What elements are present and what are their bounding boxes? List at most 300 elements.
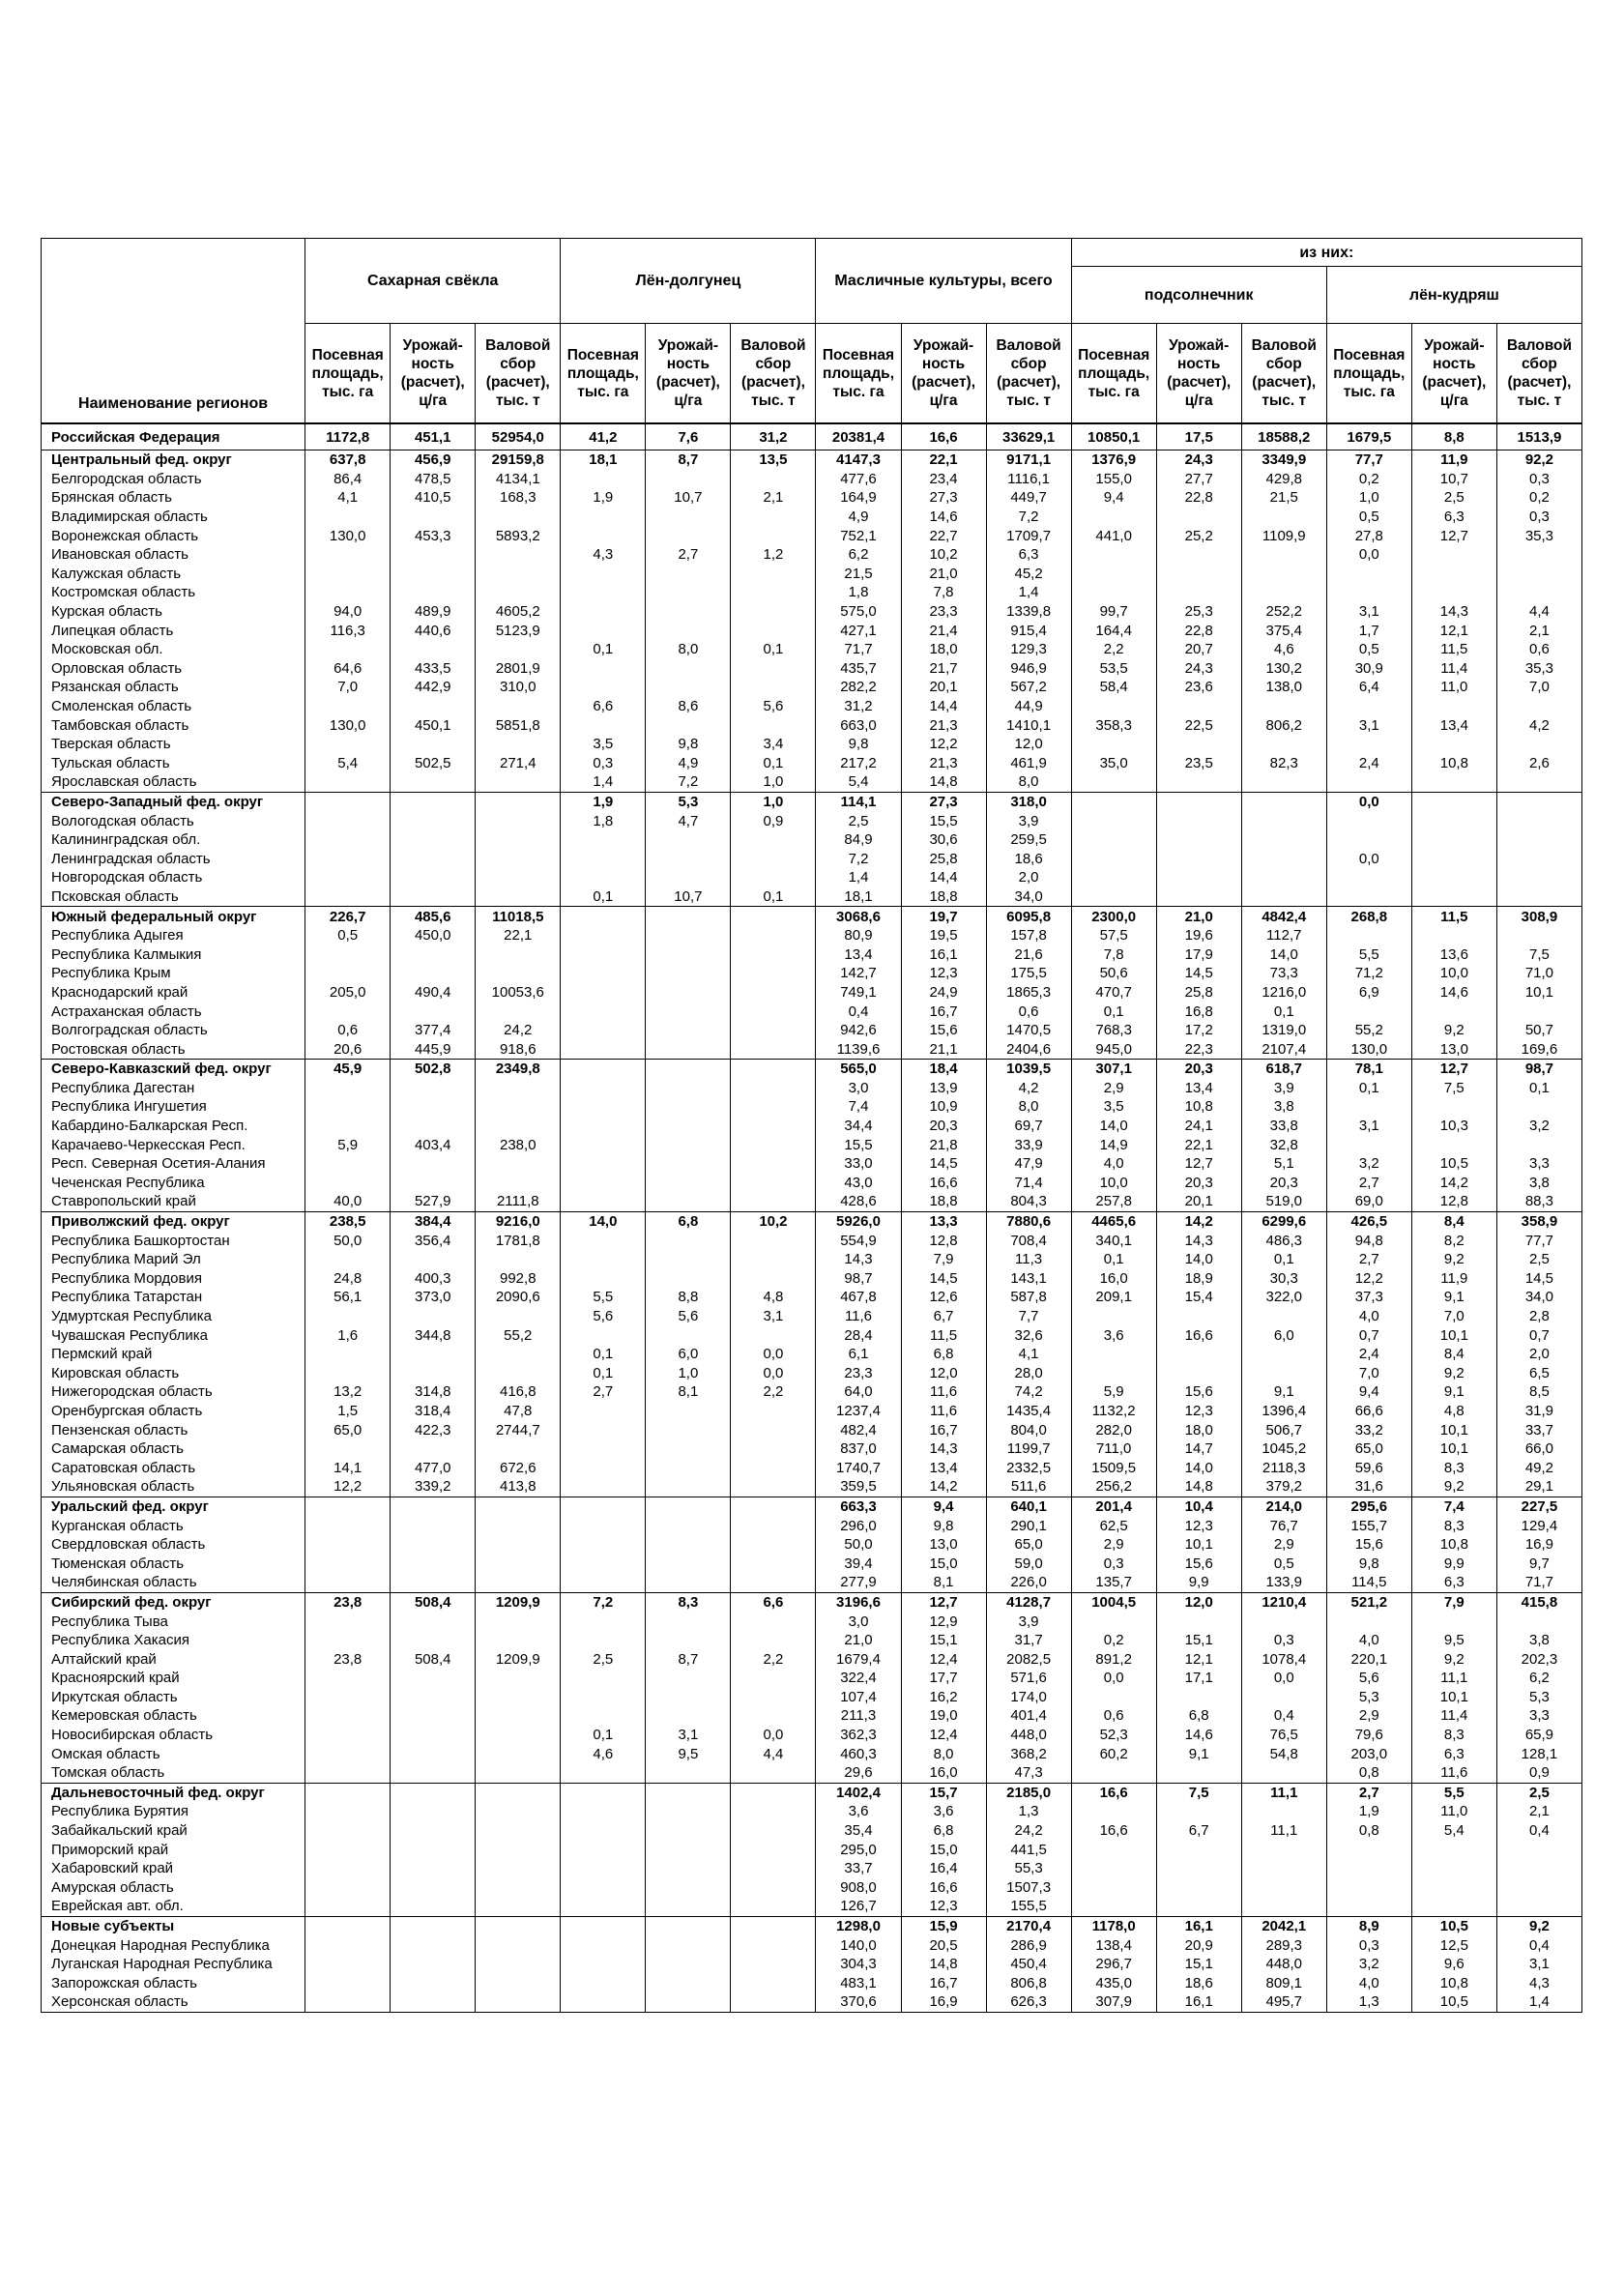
table-row [42, 1439, 1582, 1459]
value-cell: 138,0 [1241, 678, 1326, 697]
value-cell: 0,0 [731, 1345, 816, 1364]
value-cell [561, 602, 646, 622]
value-cell [391, 508, 476, 527]
value-cell: 450,0 [391, 926, 476, 945]
subgroup-header-sunflower: подсолнечник [1071, 267, 1326, 324]
value-cell: 2,9 [1071, 1535, 1156, 1555]
value-cell [731, 1402, 816, 1421]
value-cell: 5926,0 [816, 1211, 901, 1231]
value-cell: 12,7 [1411, 526, 1496, 545]
value-cell: 11,3 [986, 1250, 1071, 1269]
value-cell [731, 1420, 816, 1439]
value-cell: 429,8 [1241, 470, 1326, 489]
value-cell [646, 1706, 731, 1726]
value-cell [561, 1325, 646, 1345]
value-cell [476, 1439, 561, 1459]
value-cell [305, 545, 391, 565]
value-cell: 4,0 [1326, 1631, 1411, 1650]
value-cell [1071, 1688, 1156, 1707]
value-cell: 3,5 [561, 735, 646, 754]
value-cell: 908,0 [816, 1878, 901, 1898]
value-cell: 4,0 [1071, 1154, 1156, 1174]
table-row [42, 1039, 1582, 1059]
value-cell: 259,5 [986, 830, 1071, 850]
value-cell: 10,7 [1411, 470, 1496, 489]
value-cell: 362,3 [816, 1726, 901, 1745]
value-cell: 71,4 [986, 1174, 1071, 1193]
value-cell [1071, 1802, 1156, 1821]
value-cell [391, 565, 476, 584]
value-cell [1156, 508, 1241, 527]
value-cell: 3,8 [1496, 1631, 1581, 1650]
value-cell [1156, 811, 1241, 830]
value-cell: 3,2 [1496, 1117, 1581, 1136]
value-cell: 12,0 [901, 1364, 986, 1383]
value-cell: 20381,4 [816, 423, 901, 450]
value-cell: 28,4 [816, 1325, 901, 1345]
value-cell [731, 565, 816, 584]
value-cell: 809,1 [1241, 1974, 1326, 1993]
value-cell: 4,3 [561, 545, 646, 565]
value-cell: 10,9 [901, 1097, 986, 1117]
value-cell: 13,2 [305, 1382, 391, 1402]
value-cell [1156, 565, 1241, 584]
value-cell [1156, 1307, 1241, 1326]
table-row [42, 1402, 1582, 1421]
value-cell: 0,3 [1241, 1631, 1326, 1650]
value-cell [731, 1039, 816, 1059]
value-cell [646, 1458, 731, 1477]
summary-row [42, 1592, 1582, 1612]
value-cell [646, 1039, 731, 1059]
value-cell: 20,1 [901, 678, 986, 697]
value-cell [305, 1669, 391, 1688]
value-cell: 3,9 [1241, 1079, 1326, 1098]
value-cell: 307,1 [1071, 1060, 1156, 1079]
value-cell [561, 1554, 646, 1573]
value-cell [1496, 545, 1581, 565]
value-cell: 209,1 [1071, 1288, 1156, 1307]
summary-row [42, 792, 1582, 811]
table-row [42, 621, 1582, 640]
value-cell [1156, 1688, 1241, 1707]
region-name: Ставропольский край [42, 1192, 305, 1211]
region-name: Республика Калмыкия [42, 945, 305, 964]
value-cell [646, 1135, 731, 1154]
value-cell: 4128,7 [986, 1592, 1071, 1612]
value-cell [391, 735, 476, 754]
value-cell [561, 508, 646, 527]
value-cell [646, 1573, 731, 1592]
value-cell: 0,9 [1496, 1763, 1581, 1783]
value-cell: 14,5 [901, 1269, 986, 1289]
value-cell: 12,8 [901, 1231, 986, 1250]
value-cell: 10,3 [1411, 1117, 1496, 1136]
table-row [42, 1516, 1582, 1535]
value-cell [561, 1477, 646, 1497]
value-cell [476, 1117, 561, 1136]
value-cell: 21,1 [901, 1039, 986, 1059]
value-cell: 12,0 [1156, 1592, 1241, 1612]
value-cell: 8,2 [1411, 1231, 1496, 1250]
value-cell: 16,0 [901, 1763, 986, 1783]
yield-header: Урожай-ность (расчет), ц/га [646, 324, 731, 424]
value-cell [646, 1897, 731, 1916]
value-cell: 238,0 [476, 1135, 561, 1154]
value-cell: 33,7 [816, 1859, 901, 1878]
value-cell: 21,0 [901, 565, 986, 584]
value-cell: 31,2 [816, 697, 901, 716]
table-row [42, 887, 1582, 907]
value-cell: 27,7 [1156, 470, 1241, 489]
value-cell [391, 830, 476, 850]
value-cell [731, 1439, 816, 1459]
value-cell: 379,2 [1241, 1477, 1326, 1497]
value-cell: 521,2 [1326, 1592, 1411, 1612]
region-name: Красноярский край [42, 1669, 305, 1688]
value-cell: 6,3 [1411, 1573, 1496, 1592]
value-cell: 175,5 [986, 964, 1071, 983]
value-cell [646, 1079, 731, 1098]
value-cell [476, 830, 561, 850]
value-cell: 60,2 [1071, 1744, 1156, 1763]
value-cell [1241, 1897, 1326, 1916]
value-cell [1241, 735, 1326, 754]
document-page [41, 238, 1582, 2013]
value-cell [731, 1135, 816, 1154]
value-cell: 1,4 [986, 583, 1071, 602]
value-cell: 2090,6 [476, 1288, 561, 1307]
value-cell [731, 1688, 816, 1707]
value-cell [391, 1821, 476, 1841]
value-cell [561, 1897, 646, 1916]
value-cell [561, 1135, 646, 1154]
value-cell: 2,5 [1496, 1250, 1581, 1269]
value-cell [476, 1535, 561, 1555]
value-cell [305, 1726, 391, 1745]
table-row [42, 1288, 1582, 1307]
value-cell: 0,4 [1241, 1706, 1326, 1726]
value-cell: 8,3 [646, 1592, 731, 1612]
value-cell: 806,2 [1241, 715, 1326, 735]
value-cell [391, 1002, 476, 1021]
value-cell: 76,7 [1241, 1516, 1326, 1535]
value-cell: 0,6 [1496, 640, 1581, 659]
value-cell: 640,1 [986, 1497, 1071, 1516]
value-cell: 663,3 [816, 1497, 901, 1516]
value-cell [1496, 1897, 1581, 1916]
value-cell: 13,4 [816, 945, 901, 964]
value-cell: 49,2 [1496, 1458, 1581, 1477]
value-cell: 314,8 [391, 1382, 476, 1402]
value-cell: 358,9 [1496, 1211, 1581, 1231]
value-cell: 10,1 [1411, 1420, 1496, 1439]
value-cell: 82,3 [1241, 754, 1326, 773]
value-cell: 21,8 [901, 1135, 986, 1154]
value-cell: 19,0 [901, 1706, 986, 1726]
value-cell: 15,0 [901, 1840, 986, 1859]
value-cell: 116,3 [305, 621, 391, 640]
value-cell: 2,7 [1326, 1783, 1411, 1802]
value-cell: 483,1 [816, 1974, 901, 1993]
value-cell: 1039,5 [986, 1060, 1071, 1079]
value-cell: 16,7 [901, 1974, 986, 1993]
value-cell [646, 526, 731, 545]
value-cell: 1,0 [1326, 488, 1411, 508]
region-name: Свердловская область [42, 1535, 305, 1555]
value-cell [305, 1821, 391, 1841]
table-row [42, 1744, 1582, 1763]
of-which-header: из них: [1071, 239, 1581, 267]
value-cell [1241, 1612, 1326, 1631]
value-cell: 99,7 [1071, 602, 1156, 622]
value-cell [391, 1535, 476, 1555]
value-cell: 14,5 [901, 1154, 986, 1174]
value-cell: 18,6 [1156, 1974, 1241, 1993]
value-cell: 575,0 [816, 602, 901, 622]
value-cell: 3,6 [901, 1802, 986, 1821]
value-cell: 9,5 [646, 1744, 731, 1763]
value-cell: 7,5 [1496, 945, 1581, 964]
value-cell [391, 640, 476, 659]
value-cell: 470,7 [1071, 983, 1156, 1003]
value-cell: 8,0 [646, 640, 731, 659]
value-cell: 13,5 [731, 450, 816, 470]
value-cell: 16,4 [901, 1859, 986, 1878]
value-cell: 11,9 [1411, 1269, 1496, 1289]
value-cell: 143,1 [986, 1269, 1071, 1289]
value-cell [1156, 735, 1241, 754]
value-cell [561, 1154, 646, 1174]
value-cell [1071, 735, 1156, 754]
group-header-oilseeds-total: Масличные культуры, всего [816, 239, 1071, 324]
value-cell: 27,3 [901, 488, 986, 508]
value-cell: 448,0 [1241, 1955, 1326, 1974]
value-cell: 52,3 [1071, 1726, 1156, 1745]
value-cell [1411, 1002, 1496, 1021]
value-cell: 6,2 [816, 545, 901, 565]
region-name: Сибирский фед. округ [42, 1592, 305, 1612]
value-cell: 1109,9 [1241, 526, 1326, 545]
value-cell [561, 964, 646, 983]
table-row [42, 488, 1582, 508]
value-cell: 2118,3 [1241, 1458, 1326, 1477]
value-cell: 59,0 [986, 1554, 1071, 1573]
table-row [42, 754, 1582, 773]
value-cell: 10,8 [1411, 1535, 1496, 1555]
value-cell [1411, 926, 1496, 945]
value-cell [476, 1364, 561, 1383]
value-cell [646, 1192, 731, 1211]
value-cell [1071, 830, 1156, 850]
value-cell: 16,2 [901, 1688, 986, 1707]
region-name: Республика Марий Эл [42, 1250, 305, 1269]
value-cell: 4,9 [646, 754, 731, 773]
value-cell: 477,6 [816, 470, 901, 489]
value-cell: 6,2 [1496, 1669, 1581, 1688]
value-cell: 19,6 [1156, 926, 1241, 945]
value-cell: 16,7 [901, 1002, 986, 1021]
value-cell [731, 1840, 816, 1859]
value-cell: 7,4 [816, 1097, 901, 1117]
sown-area-header: Посевная площадь, тыс. га [561, 324, 646, 424]
value-cell: 0,7 [1326, 1325, 1411, 1345]
value-cell: 8,9 [1326, 1916, 1411, 1935]
value-cell [476, 1554, 561, 1573]
value-cell: 3349,9 [1241, 450, 1326, 470]
value-cell: 31,6 [1326, 1477, 1411, 1497]
value-cell: 11,1 [1241, 1821, 1326, 1841]
value-cell: 9,4 [1326, 1382, 1411, 1402]
value-cell: 1132,2 [1071, 1402, 1156, 1421]
value-cell: 0,1 [1071, 1250, 1156, 1269]
table-header [42, 239, 1582, 424]
value-cell [1241, 1840, 1326, 1859]
value-cell: 7,8 [1071, 945, 1156, 964]
value-cell [646, 1250, 731, 1269]
yield-header: Урожай-ность (расчет), ц/га [1411, 324, 1496, 424]
value-cell: 74,2 [986, 1382, 1071, 1402]
value-cell: 6,8 [1156, 1706, 1241, 1726]
table-row [42, 1726, 1582, 1745]
value-cell: 375,4 [1241, 621, 1326, 640]
value-cell [561, 1516, 646, 1535]
value-cell [391, 1174, 476, 1193]
value-cell: 441,0 [1071, 526, 1156, 545]
region-name: Белгородская область [42, 470, 305, 489]
value-cell: 1237,4 [816, 1402, 901, 1421]
value-cell: 5,9 [305, 1135, 391, 1154]
value-cell [1411, 565, 1496, 584]
value-cell [1071, 583, 1156, 602]
value-cell: 14,5 [1496, 1269, 1581, 1289]
region-name: Дальневосточный фед. округ [42, 1783, 305, 1802]
value-cell: 5,9 [1071, 1382, 1156, 1402]
value-cell: 10,7 [646, 488, 731, 508]
value-cell [1326, 1897, 1411, 1916]
value-cell: 220,1 [1326, 1649, 1411, 1669]
table-row [42, 1135, 1582, 1154]
value-cell [731, 1992, 816, 2012]
value-cell: 3,2 [1326, 1955, 1411, 1974]
value-cell: 286,9 [986, 1935, 1071, 1955]
value-cell: 2,2 [731, 1382, 816, 1402]
value-cell: 277,9 [816, 1573, 901, 1592]
gross-harvest-header: Валовой сбор (расчет), тыс. т [986, 324, 1071, 424]
value-cell: 9,5 [1411, 1631, 1496, 1650]
value-cell: 2349,8 [476, 1060, 561, 1079]
value-cell: 13,9 [901, 1079, 986, 1098]
value-cell: 14,5 [1156, 964, 1241, 983]
gross-harvest-header: Валовой сбор (расчет), тыс. т [476, 324, 561, 424]
value-cell [646, 1554, 731, 1573]
value-cell: 527,9 [391, 1192, 476, 1211]
value-cell: 16,9 [1496, 1535, 1581, 1555]
value-cell: 71,7 [1496, 1573, 1581, 1592]
value-cell [391, 545, 476, 565]
value-cell: 13,0 [901, 1535, 986, 1555]
table-row [42, 1612, 1582, 1631]
value-cell: 0,1 [561, 1726, 646, 1745]
value-cell: 5,4 [1411, 1821, 1496, 1841]
value-cell: 7,0 [1411, 1307, 1496, 1326]
value-cell: 126,7 [816, 1897, 901, 1916]
value-cell: 2,5 [561, 1649, 646, 1669]
value-cell [305, 1935, 391, 1955]
value-cell: 804,0 [986, 1420, 1071, 1439]
region-name: Северо-Кавказский фед. округ [42, 1060, 305, 1079]
value-cell [1156, 583, 1241, 602]
value-cell [646, 1497, 731, 1516]
value-cell: 22,1 [476, 926, 561, 945]
value-cell [305, 849, 391, 868]
region-name: Самарская область [42, 1439, 305, 1459]
yield-header: Урожай-ность (расчет), ц/га [391, 324, 476, 424]
value-cell: 1,4 [561, 772, 646, 792]
value-cell [476, 1802, 561, 1821]
value-cell: 28,0 [986, 1364, 1071, 1383]
region-name: Краснодарский край [42, 983, 305, 1003]
value-cell [1496, 583, 1581, 602]
value-cell [646, 830, 731, 850]
value-cell [646, 1783, 731, 1802]
value-cell [1411, 887, 1496, 907]
value-cell [561, 1420, 646, 1439]
value-cell [1071, 508, 1156, 527]
value-cell: 59,6 [1326, 1458, 1411, 1477]
value-cell: 370,6 [816, 1992, 901, 2012]
value-cell [731, 1897, 816, 1916]
region-name: Московская обл. [42, 640, 305, 659]
value-cell: 445,9 [391, 1039, 476, 1059]
value-cell [391, 1516, 476, 1535]
value-cell: 10,1 [1496, 983, 1581, 1003]
value-cell: 2,2 [1071, 640, 1156, 659]
value-cell [1496, 1878, 1581, 1898]
value-cell [1071, 868, 1156, 887]
value-cell: 34,0 [1496, 1288, 1581, 1307]
value-cell: 21,6 [986, 945, 1071, 964]
value-cell: 749,1 [816, 983, 901, 1003]
value-cell: 495,7 [1241, 1992, 1326, 2012]
value-cell: 3068,6 [816, 907, 901, 926]
value-cell: 304,3 [816, 1955, 901, 1974]
value-cell: 0,0 [1326, 849, 1411, 868]
value-cell [391, 1497, 476, 1516]
yield-header: Урожай-ность (расчет), ц/га [901, 324, 986, 424]
region-name: Владимирская область [42, 508, 305, 527]
summary-row [42, 450, 1582, 470]
value-cell [305, 1174, 391, 1193]
value-cell: 138,4 [1071, 1935, 1156, 1955]
value-cell: 2,0 [986, 868, 1071, 887]
region-name: Смоленская область [42, 697, 305, 716]
value-cell: 130,0 [1326, 1039, 1411, 1059]
value-cell [646, 1955, 731, 1974]
value-cell: 0,1 [1071, 1002, 1156, 1021]
table-row [42, 1974, 1582, 1993]
region-name: Республика Бурятия [42, 1802, 305, 1821]
value-cell [1156, 1345, 1241, 1364]
value-cell [1411, 1897, 1496, 1916]
value-cell [1156, 1859, 1241, 1878]
value-cell: 5,6 [731, 697, 816, 716]
value-cell: 945,0 [1071, 1039, 1156, 1059]
value-cell: 17,9 [1156, 945, 1241, 964]
value-cell [1071, 849, 1156, 868]
value-cell: 3,1 [1326, 715, 1411, 735]
region-name: Респ. Северная Осетия-Алания [42, 1154, 305, 1174]
